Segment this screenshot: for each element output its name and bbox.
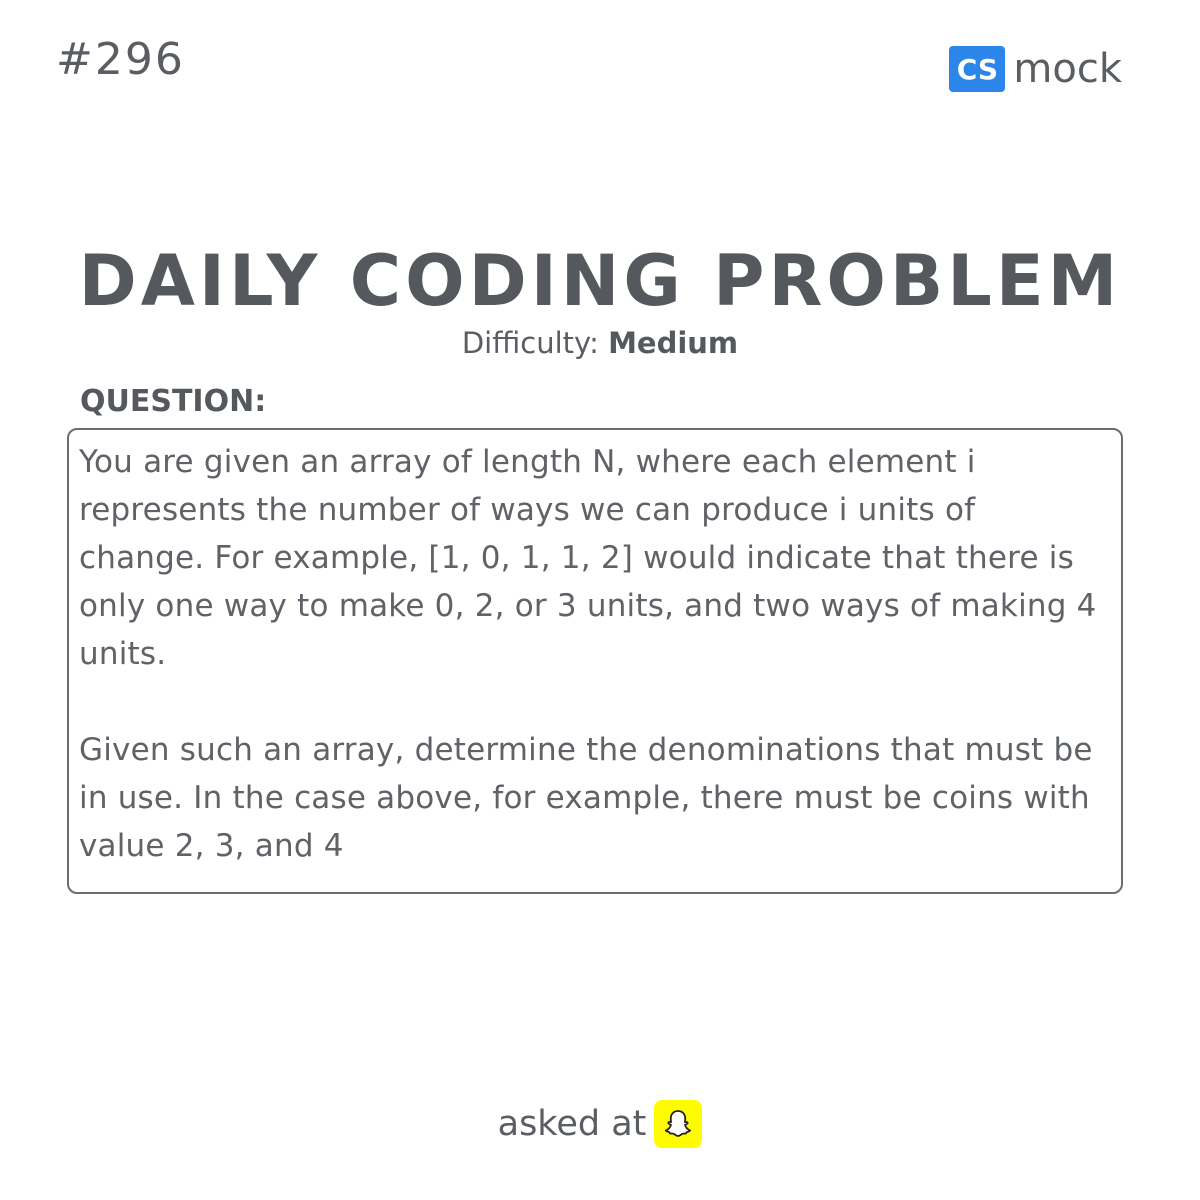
snapchat-icon [654,1100,702,1148]
brand-logo [949,46,1122,92]
footer [0,1100,1200,1148]
asked-at-text: asked at [497,1103,647,1144]
difficulty-label: Difficulty: [461,326,599,360]
question-paragraph-1: You are given an array of length N, where each element i represents the number of ways we can produce i units of change. For example, [1, 0, 1, 1, 2] would indicate that there is only one way to make 0, 2, or 3 units, and two ways of making 4 units. [79,444,1097,672]
page-title: DAILY CODING PROBLEM [78,240,1122,322]
question-label: QUESTION: [80,384,267,419]
brand-text: mock [1013,46,1122,92]
problem-number: #296 [56,34,185,85]
difficulty-value: Medium [608,326,739,360]
brand-badge: CS [949,46,1005,92]
question-paragraph-2: Given such an array, determine the denominations that must be in use. In the case above, for example, there must be coins with value 2, 3, and 4 [79,732,1093,864]
difficulty-line [0,326,1200,361]
question-box [67,428,1123,894]
